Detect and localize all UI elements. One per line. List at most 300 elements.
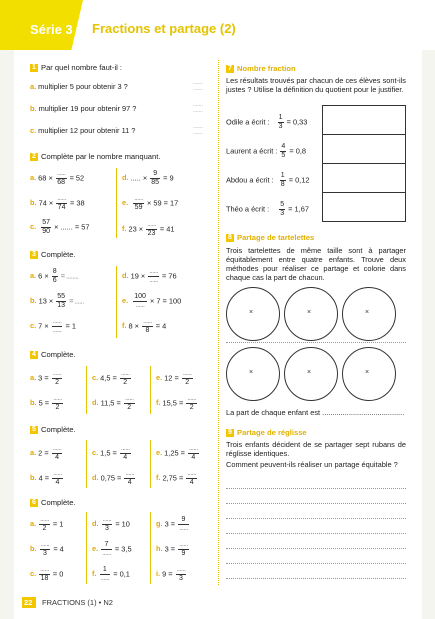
ex8-intro: Trois tartelettes de même taille sont à partager équitablement entre quatre enfants. Trouve deux méthodes pour réaliser ce partage et colorie dans chaque cas la part de chacun. [226, 246, 406, 282]
expr-text: 3 = [164, 544, 176, 554]
denominator: 3 [104, 525, 109, 532]
expr-text: ..... × [130, 173, 148, 183]
ex3-item-a [30, 268, 78, 285]
ex6-item-h [156, 541, 190, 558]
denominator: 74 [57, 204, 66, 211]
expr-text: 4 = [38, 473, 50, 483]
numerator-blank[interactable]: ...... [147, 221, 156, 228]
exercise-number: 4 [30, 351, 38, 359]
item-letter: b. [30, 198, 37, 208]
numerator-blank[interactable]: ...... [53, 395, 62, 402]
item-letter: g. [156, 519, 163, 529]
fraction [52, 370, 63, 387]
denominator: 2 [42, 525, 47, 532]
ex4-item-e [156, 370, 194, 387]
numerator-blank[interactable]: ...... [102, 516, 112, 523]
exercise-2-title [30, 152, 160, 161]
item-letter: a. [30, 448, 37, 458]
series-label: Série 3 [30, 22, 73, 37]
fraction [124, 395, 135, 412]
numerator: 7 [101, 541, 112, 550]
item-letter: e. [156, 448, 163, 458]
numerator-blank[interactable]: ...... [176, 566, 186, 573]
ex2-item-d [122, 170, 174, 187]
expr-text: = 0,1 [113, 569, 130, 579]
numerator-blank[interactable]: ...... [40, 541, 50, 548]
result-value: = 0,12 [288, 175, 310, 185]
numerator: 8 [52, 268, 57, 275]
center-mark-icon: × [249, 309, 254, 316]
ex2-item-c [30, 219, 89, 236]
ex7-row-abdou [226, 172, 309, 189]
numerator: 9 [150, 170, 160, 179]
answer-line[interactable] [226, 503, 406, 504]
numerator-blank[interactable]: ...... [40, 566, 49, 573]
ex9-intro: Trois enfants décident de se partager sept rubans de réglisse identiques. [226, 440, 406, 458]
denominator: 4 [127, 479, 132, 486]
denominator-blank[interactable]: ...... [135, 302, 145, 309]
ex4-item-a [30, 370, 63, 387]
fraction [102, 516, 113, 533]
ex6-item-f [92, 566, 130, 583]
numerator-blank[interactable]: ...... [120, 370, 130, 377]
item-letter: f. [156, 473, 161, 483]
item-letter: b. [30, 296, 37, 306]
numerator-blank[interactable]: ...... [143, 318, 152, 325]
exercise-8-title [226, 233, 314, 242]
exercise-number: 9 [226, 429, 234, 437]
expr-text: × 7 = 100 [149, 296, 182, 306]
fraction [133, 195, 144, 212]
ex6-item-g [156, 516, 190, 533]
fraction [124, 470, 135, 487]
denominator: 2 [189, 404, 194, 411]
item-letter: a. [30, 373, 37, 383]
expr-text: 9 = [162, 569, 173, 579]
expr-text: = 1 [65, 321, 76, 331]
expr-text: = ........ [60, 271, 79, 281]
expr-text: 2,75 = [162, 473, 184, 483]
answer-line[interactable] [226, 563, 406, 564]
fraction [186, 395, 197, 412]
expr-text: 8 × [128, 321, 139, 331]
center-mark-icon: × [365, 369, 370, 376]
item-letter: c. [92, 373, 99, 383]
exercise-instruction: Complète. [41, 250, 76, 259]
ex4-item-c [92, 370, 132, 387]
ex6-item-e [92, 541, 132, 558]
right-margin-band [422, 50, 435, 619]
ex8-result-line[interactable]: La part de chaque enfant est ........................................ [226, 408, 405, 417]
denominator: 6 [52, 277, 57, 284]
ex6-item-c [30, 566, 63, 583]
numerator-blank[interactable]: ...... [52, 445, 62, 452]
denominator: 4 [189, 479, 194, 486]
item-text: multiplier 5 pour obtenir 3 ? [38, 82, 128, 91]
denominator: 3 [280, 210, 285, 217]
denominator-blank[interactable]: ...... [100, 575, 110, 582]
numerator-blank[interactable]: ...... [52, 370, 62, 377]
denominator-blank[interactable]: ...... [179, 525, 188, 532]
item-letter: a. [30, 519, 37, 529]
denominator: 23 [147, 230, 156, 237]
item-letter: d. [122, 173, 129, 183]
expr-text: 6 × [38, 271, 49, 281]
exercise-number: 2 [30, 153, 38, 161]
item-letter: d. [92, 473, 99, 483]
numerator: 9 [178, 516, 189, 525]
fraction [39, 516, 50, 533]
answer-box[interactable] [322, 134, 406, 164]
item-letter: a. [30, 271, 37, 281]
ex3-item-e [122, 293, 181, 310]
item-letter: e. [122, 296, 129, 306]
ex6-item-a [30, 516, 63, 533]
denominator: 3 [179, 575, 183, 582]
expr-text: 19 × [130, 271, 146, 281]
item-letter: d. [92, 519, 99, 529]
fraction [52, 395, 63, 412]
numerator: 55 [57, 293, 66, 300]
fraction [120, 370, 131, 387]
expr-text: = 4 [155, 321, 167, 331]
denominator: 4 [55, 454, 59, 461]
numerator-blank[interactable]: ...... [179, 541, 188, 548]
item-letter: c. [30, 222, 37, 232]
column-rule [150, 440, 151, 488]
answer-line[interactable] [226, 548, 406, 549]
expr-text: = 0 [52, 569, 64, 579]
expr-text: 7 × [38, 321, 49, 331]
ex4-item-b [30, 395, 64, 412]
item-letter: a. [30, 173, 37, 183]
exercise-5-title [30, 425, 76, 434]
item-letter: c. [92, 448, 99, 458]
item-letter: d. [92, 398, 99, 408]
fraction [176, 566, 187, 583]
answer-line[interactable] [226, 518, 406, 519]
exercise-instruction: Complète. [41, 498, 76, 507]
answer-line[interactable] [226, 578, 406, 579]
ex4-item-d [92, 395, 136, 412]
ex7-row-odile [226, 114, 307, 131]
expr-text: = 52 [69, 173, 85, 183]
numerator-blank[interactable]: ...... [182, 370, 192, 377]
denominator: 3 [278, 123, 283, 130]
fraction [120, 445, 131, 462]
denominator-blank[interactable]: ...... [102, 550, 111, 557]
item-letter: b. [30, 473, 37, 483]
item-letter: a. [30, 82, 37, 91]
ex5-item-f [156, 470, 198, 487]
fraction [56, 293, 66, 310]
item-letter: b. [30, 104, 37, 113]
numerator-blank[interactable]: ...... [40, 516, 49, 523]
fraction [150, 170, 160, 187]
result-value: = 0,33 [286, 117, 308, 127]
ex7-row-laurent [226, 143, 306, 160]
item-letter: e. [92, 544, 99, 554]
separator-dotted [226, 342, 406, 343]
denominator: 2 [185, 379, 190, 386]
expr-text: 1,25 = [164, 448, 185, 458]
ex6-item-d [92, 516, 130, 533]
denominator: 18 [40, 575, 49, 582]
denominator: 4 [191, 454, 196, 461]
expr-text: 3 = [38, 373, 49, 383]
answer-blank-fraction[interactable]: ....... ....... [193, 102, 203, 114]
fraction [56, 170, 67, 187]
numerator-blank[interactable]: ...... [56, 170, 66, 177]
expr-text: = 1 [52, 519, 64, 529]
ex7-row-theo [226, 201, 309, 218]
expr-text: 74 × [38, 198, 54, 208]
answer-box[interactable] [322, 192, 406, 222]
answer-box[interactable] [322, 163, 406, 193]
denominator: 2 [127, 404, 132, 411]
ex1-item-b [30, 104, 136, 113]
denominator: 8 [280, 181, 285, 188]
exercise-number: 5 [30, 426, 38, 434]
numerator: 1 [100, 566, 111, 575]
numerator: 4 [281, 143, 286, 150]
column-rule [116, 266, 117, 338]
answer-blank-fraction[interactable]: ....... ....... [193, 124, 203, 136]
fraction [100, 566, 111, 583]
denominator: 4 [55, 479, 60, 486]
ex5-item-e [156, 445, 200, 462]
ex5-item-a [30, 445, 63, 462]
ex6-item-i [156, 566, 187, 583]
item-letter: e. [156, 373, 163, 383]
item-letter: c. [30, 321, 37, 331]
fraction [101, 541, 112, 558]
fraction [52, 318, 63, 335]
ex9-question: Comment peuvent-ils réaliser un partage équitable ? [226, 460, 398, 469]
expr-text: = 76 [161, 271, 177, 281]
expr-text: 5 = [38, 398, 50, 408]
denominator: 13 [57, 302, 66, 309]
fraction [280, 143, 286, 160]
numerator-blank[interactable]: ...... [53, 470, 62, 477]
ex2-item-b [30, 195, 85, 212]
item-letter: c. [30, 569, 37, 579]
item-letter: e. [122, 198, 129, 208]
item-letter: f. [156, 398, 161, 408]
fraction [279, 201, 285, 218]
ex4-item-f [156, 395, 198, 412]
ex3-item-d [122, 268, 177, 285]
ex7-intro: Les résultats trouvés par chacun de ces élèves sont-ils justes ? Utilise la définition du quotient pour le justifier. [226, 76, 406, 94]
numerator-blank[interactable]: ...... [125, 470, 135, 477]
denominator: 68 [57, 179, 66, 186]
ex5-item-c [92, 445, 132, 462]
denominator: 59 [134, 204, 143, 211]
fraction [146, 221, 157, 238]
numerator-blank[interactable]: ...... [120, 445, 130, 452]
expr-text: 4,5 = [100, 373, 117, 383]
exercise-number: 8 [226, 234, 234, 242]
answer-line[interactable] [226, 488, 406, 489]
fraction [148, 268, 159, 285]
expr-text: × 59 = 17 [146, 198, 179, 208]
result-value: = 0,8 [289, 146, 307, 156]
ex2-item-e [122, 195, 178, 212]
column-rule [86, 512, 87, 584]
ex5-item-d [92, 470, 136, 487]
denominator: 4 [123, 454, 128, 461]
fraction [52, 445, 63, 462]
student-label: Théo a écrit : [226, 204, 270, 214]
denominator-blank[interactable]: ...... [52, 327, 62, 334]
expr-text: = 3,5 [114, 544, 132, 554]
exercise-instruction: Complète. [41, 350, 76, 359]
expr-text: 13 × [38, 296, 54, 306]
expr-text: 1,5 = [100, 448, 117, 458]
ex6-item-b [30, 541, 64, 558]
exercise-number: 7 [226, 65, 234, 73]
fraction [278, 114, 284, 131]
fraction [41, 219, 51, 236]
exercise-number: 1 [30, 64, 38, 72]
expr-text: 11,5 = [100, 398, 121, 408]
exercise-instruction: Complète. [41, 425, 76, 434]
expr-text: = 4 [53, 544, 64, 554]
ex2-item-a [30, 170, 84, 187]
fraction [280, 172, 286, 189]
numerator-blank[interactable]: ...... [57, 195, 66, 202]
numerator-blank[interactable]: ...... [187, 395, 197, 402]
exercise-number: 3 [30, 251, 38, 259]
expr-text: × ...... = 57 [54, 222, 90, 232]
item-letter: c. [30, 126, 37, 135]
denominator: 9 [181, 550, 186, 557]
center-mark-icon: × [365, 309, 370, 316]
exercise-7-title [226, 64, 296, 73]
ex2-item-f [122, 221, 175, 238]
exercise-heading: Partage de tartelettes [237, 233, 315, 242]
student-label: Abdou a écrit : [226, 175, 274, 185]
column-rule [86, 440, 87, 488]
numerator: 57 [42, 219, 51, 226]
fraction [182, 370, 193, 387]
expr-text: 2 = [38, 448, 49, 458]
numerator-blank[interactable]: ...... [189, 445, 198, 452]
exercise-instruction: Par quel nombre faut-il : [41, 63, 123, 72]
item-letter: f. [122, 321, 127, 331]
item-letter: i. [156, 569, 161, 579]
numerator: 5 [280, 201, 285, 208]
column-rule [86, 366, 87, 414]
exercise-4-title [30, 350, 76, 359]
student-label: Odile a écrit : [226, 117, 270, 127]
item-letter: d. [122, 271, 129, 281]
expr-text: = 38 [69, 198, 85, 208]
item-letter: b. [30, 544, 37, 554]
expr-text: 23 × [128, 224, 144, 234]
item-letter: h. [156, 544, 163, 554]
expr-text: = 10 [115, 519, 130, 529]
numerator: 1 [280, 172, 285, 179]
expr-text: 68 × [38, 173, 53, 183]
exercise-heading: Nombre fraction [237, 64, 296, 73]
ex3-item-b [30, 293, 84, 310]
denominator: 5 [281, 152, 286, 159]
denominator: 8 [145, 327, 150, 334]
expr-text: 12 = [164, 373, 179, 383]
denominator: 85 [151, 179, 160, 186]
ex1-item-a [30, 82, 128, 91]
fraction [52, 268, 58, 285]
exercise-1-title [30, 63, 122, 72]
fraction [52, 470, 63, 487]
expr-text: 15,5 = [162, 398, 184, 408]
fraction [56, 195, 67, 212]
answer-box[interactable] [322, 105, 406, 135]
denominator-blank[interactable]: ...... [149, 277, 158, 284]
left-margin-band [0, 50, 14, 619]
numerator: 1 [278, 114, 283, 121]
item-letter: f. [92, 569, 97, 579]
numerator-blank[interactable]: ...... [52, 318, 62, 325]
numerator: 100 [134, 293, 146, 300]
exercise-number: 6 [30, 499, 38, 507]
fraction [39, 566, 50, 583]
item-letter: b. [30, 398, 37, 408]
fraction [178, 541, 189, 558]
center-mark-icon: × [307, 309, 312, 316]
numerator-blank[interactable]: ...... [187, 470, 197, 477]
page-number: 22 [24, 598, 33, 607]
item-letter: f. [122, 224, 127, 234]
ex3-item-c [30, 318, 76, 335]
denominator: 3 [42, 550, 47, 557]
numerator-blank[interactable]: ...... [149, 268, 158, 275]
center-mark-icon: × [249, 369, 254, 376]
fraction [186, 470, 197, 487]
center-mark-icon: × [307, 369, 312, 376]
result-value: = 1,67 [288, 204, 309, 214]
fraction [40, 541, 51, 558]
column-rule [150, 512, 151, 584]
fraction [133, 293, 147, 310]
numerator-blank[interactable]: ...... [134, 195, 143, 202]
answer-line[interactable] [226, 533, 406, 534]
expr-text: = ...... [69, 296, 84, 306]
column-rule [150, 366, 151, 414]
ex3-item-f [122, 318, 166, 335]
expr-text: = 9 [163, 173, 174, 183]
exercise-heading: Partage de réglisse [237, 428, 307, 437]
exercise-6-title [30, 498, 76, 507]
column-rule [116, 168, 117, 238]
expr-text: 3 = [164, 519, 176, 529]
exercise-3-title [30, 250, 76, 259]
item-text: multiplier 12 pour obtenir 11 ? [38, 126, 136, 135]
fraction [178, 516, 189, 533]
expr-text: = 41 [159, 224, 175, 234]
item-text: multiplier 19 pour obtenir 97 ? [38, 104, 137, 113]
expr-text: 0,75 = [100, 473, 122, 483]
student-label: Laurent a écrit : [226, 146, 278, 156]
denominator: 2 [123, 379, 128, 386]
exercise-9-title [226, 428, 307, 437]
denominator: 2 [55, 404, 60, 411]
fraction [142, 318, 153, 335]
numerator-blank[interactable]: ...... [124, 395, 134, 402]
exercise-instruction: Complète par le nombre manquant. [41, 152, 161, 161]
answer-blank-fraction[interactable]: ....... ....... [193, 80, 203, 92]
